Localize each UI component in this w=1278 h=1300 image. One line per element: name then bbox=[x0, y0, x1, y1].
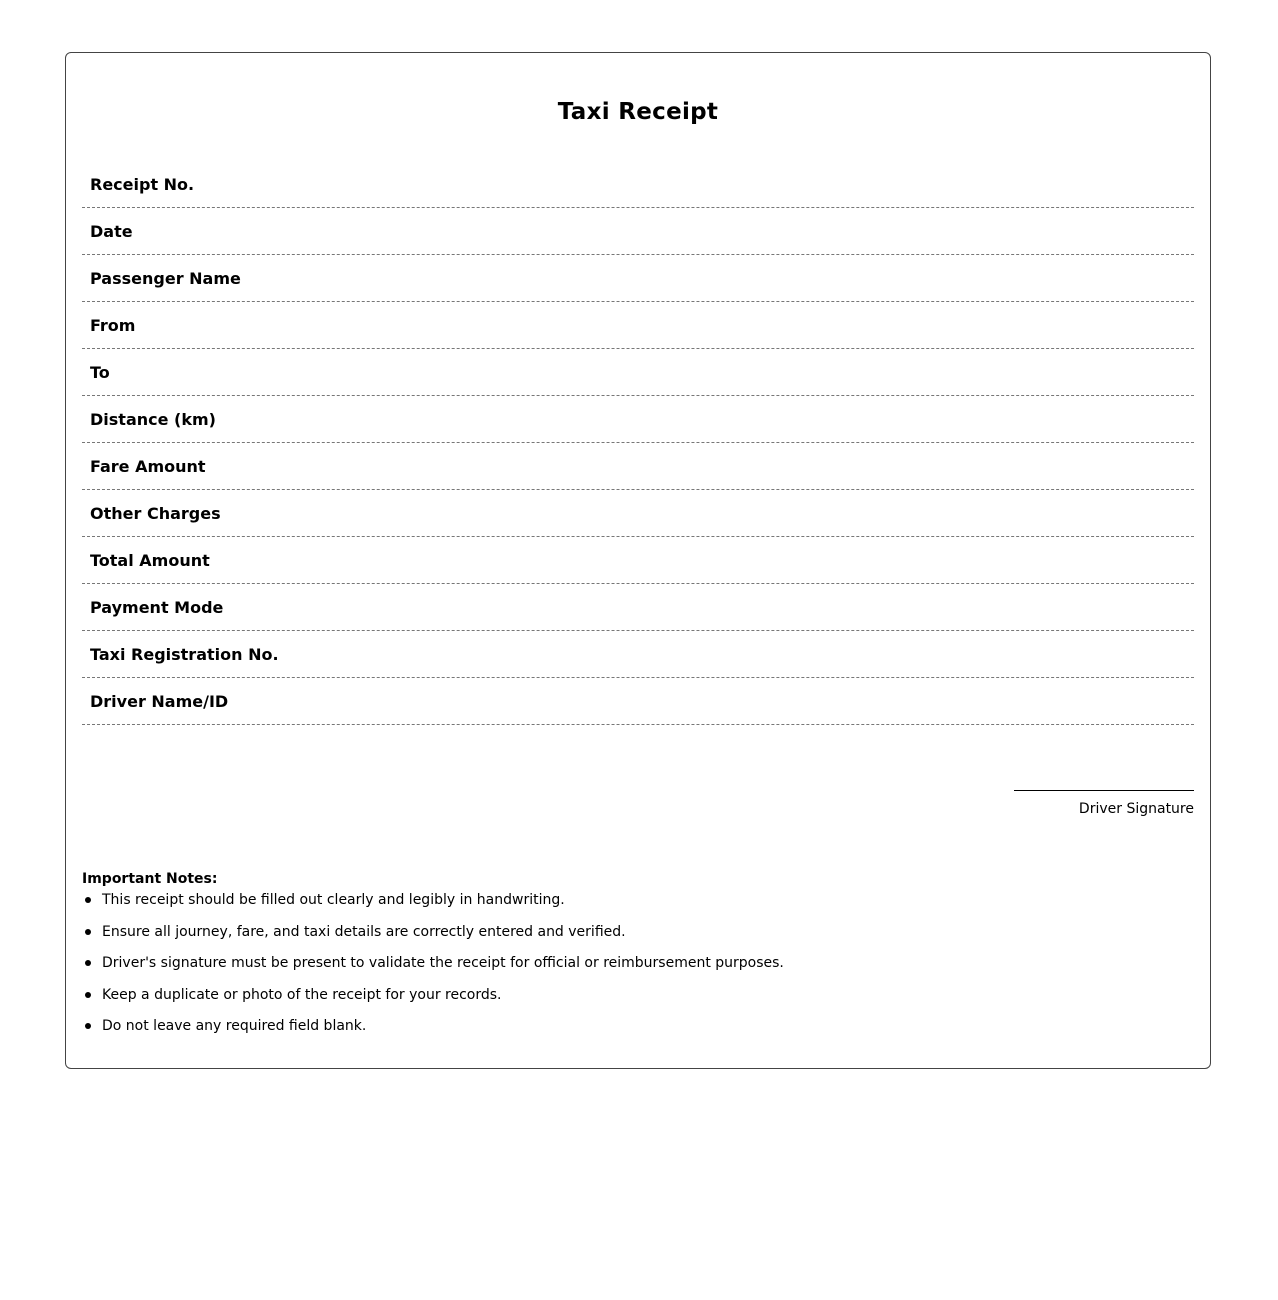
bullet-icon bbox=[85, 960, 91, 966]
field-row-total-amount[interactable] bbox=[82, 537, 1194, 584]
bullet-icon bbox=[85, 897, 91, 903]
bullet-icon bbox=[85, 929, 91, 935]
field-label: Total Amount bbox=[90, 551, 210, 570]
field-row-from[interactable] bbox=[82, 302, 1194, 349]
field-label: Date bbox=[90, 222, 133, 241]
field-row-distance[interactable] bbox=[82, 396, 1194, 443]
field-label: Taxi Registration No. bbox=[90, 645, 279, 664]
field-row-passenger-name[interactable] bbox=[82, 255, 1194, 302]
note-text: Keep a duplicate or photo of the receipt for your records. bbox=[102, 986, 502, 1003]
field-row-date[interactable] bbox=[82, 208, 1194, 255]
field-label: To bbox=[90, 363, 110, 382]
field-label: Payment Mode bbox=[90, 598, 224, 617]
receipt-title: Taxi Receipt bbox=[557, 99, 719, 125]
field-row-other-charges[interactable] bbox=[82, 490, 1194, 537]
note-text: Driver's signature must be present to validate the receipt for official or reimbursement purposes. bbox=[102, 955, 784, 972]
note-text: Ensure all journey, fare, and taxi details are correctly entered and verified. bbox=[102, 923, 626, 940]
note-text: Do not leave any required field blank. bbox=[102, 1018, 367, 1035]
signature-block bbox=[1014, 790, 1194, 818]
field-row-taxi-registration[interactable] bbox=[82, 631, 1194, 678]
receipt-fields bbox=[82, 161, 1194, 725]
field-row-driver-name-id[interactable] bbox=[82, 678, 1194, 725]
bullet-icon bbox=[85, 1023, 91, 1029]
signature-label: Driver Signature bbox=[1078, 801, 1194, 817]
field-label: Other Charges bbox=[90, 504, 221, 523]
field-label: Fare Amount bbox=[90, 457, 206, 476]
bullet-icon bbox=[85, 992, 91, 998]
field-row-fare-amount[interactable] bbox=[82, 443, 1194, 490]
field-label: From bbox=[90, 316, 136, 335]
list-item bbox=[82, 1016, 1194, 1048]
important-notes bbox=[82, 869, 1194, 1048]
field-row-payment-mode[interactable] bbox=[82, 584, 1194, 631]
taxi-receipt-form bbox=[65, 52, 1211, 1069]
signature-line[interactable] bbox=[1014, 790, 1194, 791]
list-item bbox=[82, 953, 1194, 985]
list-item bbox=[82, 985, 1194, 1017]
field-label: Receipt No. bbox=[90, 175, 195, 194]
field-row-receipt-no[interactable] bbox=[82, 161, 1194, 208]
field-label: Passenger Name bbox=[90, 269, 241, 288]
field-row-to[interactable] bbox=[82, 349, 1194, 396]
field-label: Driver Name/ID bbox=[90, 692, 229, 711]
notes-title: Important Notes: bbox=[82, 871, 218, 887]
notes-list bbox=[82, 890, 1194, 1048]
field-label: Distance (km) bbox=[90, 410, 216, 429]
note-text: This receipt should be filled out clearly and legibly in handwriting. bbox=[102, 892, 565, 908]
list-item bbox=[82, 890, 1194, 922]
list-item bbox=[82, 922, 1194, 954]
